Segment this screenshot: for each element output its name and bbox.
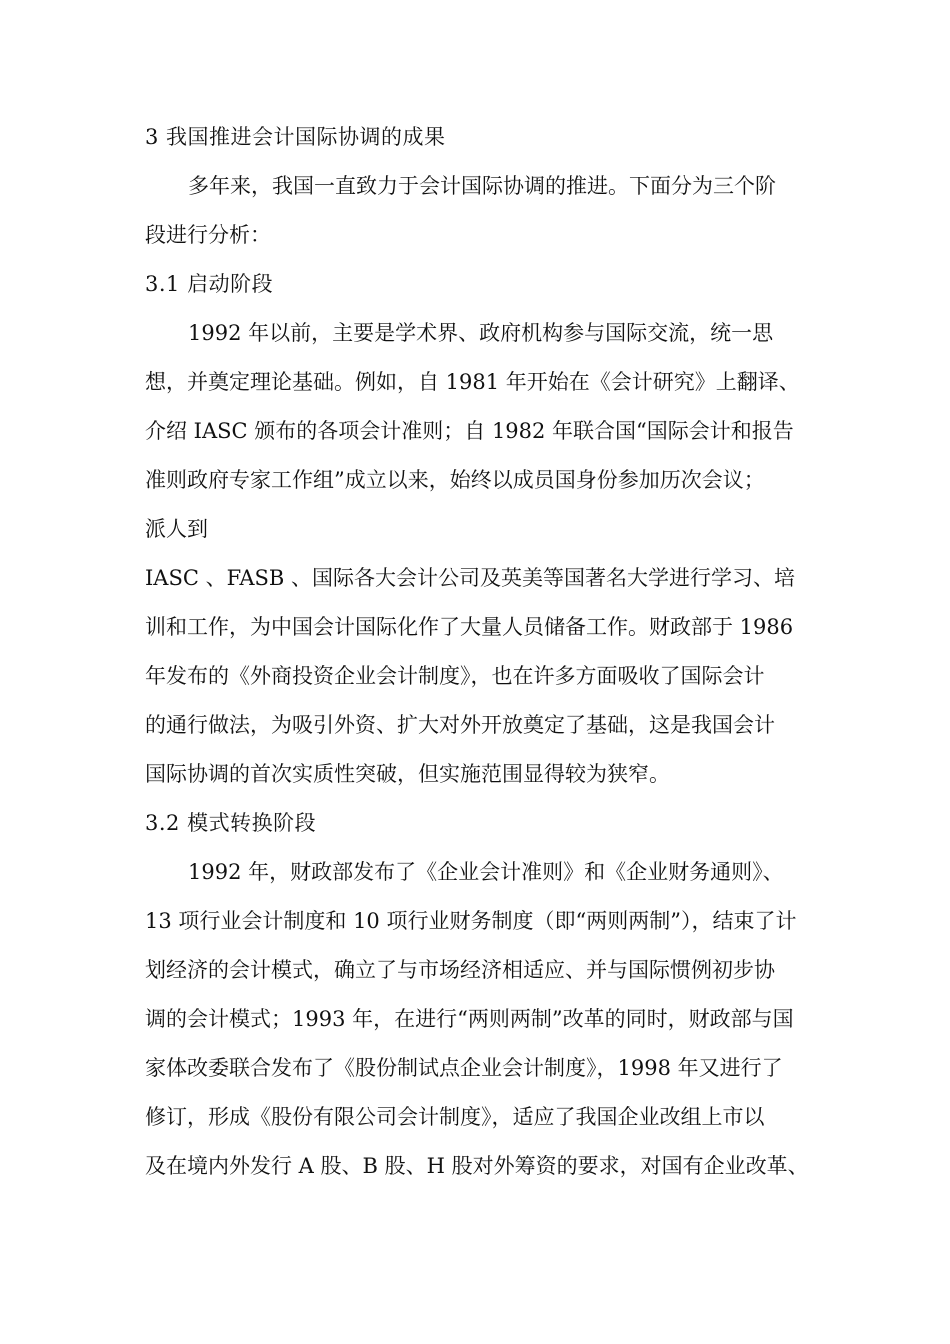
section-3-1-line-3: 介绍 IASC 颁布的各项会计准则；自 1982 年联合国“国际会计和报告: [145, 419, 794, 443]
section-3-2-heading: 3.2 模式转换阶段: [145, 811, 317, 835]
section-3-1-line-9: 的通行做法，为吸引外资、扩大对外开放奠定了基础，这是我国会计: [145, 713, 775, 737]
section-3-2-line-2: 13 项行业会计制度和 10 项行业财务制度（即“两则两制”），结束了计: [145, 909, 797, 933]
section-3-1-line-8: 年发布的《外商投资企业会计制度》，也在许多方面吸收了国际会计: [145, 664, 765, 688]
section-3-2-line-4: 调的会计模式；1993 年，在进行“两则两制”改革的同时，财政部与国: [145, 1007, 794, 1031]
section-3-1-line-5: 派人到: [145, 517, 208, 541]
section-3-2-line-3: 划经济的会计模式，确立了与市场经济相适应、并与国际惯例初步协: [145, 958, 775, 982]
section-3-2-line-5: 家体改委联合发布了《股份制试点企业会计制度》，1998 年又进行了: [145, 1056, 783, 1080]
section-3-heading: 3 我国推进会计国际协调的成果: [145, 125, 446, 149]
section-3-1-line-1: 1992 年以前，主要是学术界、政府机构参与国际交流，统一思: [188, 321, 774, 345]
section-3-1-line-7: 训和工作，为中国会计国际化作了大量人员储备工作。财政部于 1986: [145, 615, 794, 639]
section-3-1-heading: 3.1 启动阶段: [145, 272, 274, 296]
intro-line-2: 段进行分析：: [145, 223, 271, 247]
intro-line-1: 多年来，我国一直致力于会计国际协调的推进。下面分为三个阶: [188, 174, 776, 198]
section-3-2-line-1: 1992 年，财政部发布了《企业会计准则》和《企业财务通则》、: [188, 860, 784, 884]
section-3-2-line-7: 及在境内外发行 A 股、B 股、H 股对外筹资的要求，对国有企业改革、: [145, 1154, 809, 1178]
section-3-1-line-4: 准则政府专家工作组”成立以来，始终以成员国身份参加历次会议；: [145, 468, 765, 492]
section-3-1-line-2: 想，并奠定理论基础。例如，自 1981 年开始在《会计研究》上翻译、: [145, 370, 800, 394]
section-3-2-line-6: 修订，形成《股份有限公司会计制度》，适应了我国企业改组上市以: [145, 1105, 765, 1129]
section-3-1-line-6: IASC 、FASB 、国际各大会计公司及英美等国著名大学进行学习、培: [145, 566, 795, 590]
section-3-1-line-10: 国际协调的首次实质性突破，但实施范围显得较为狭窄。: [145, 762, 670, 786]
